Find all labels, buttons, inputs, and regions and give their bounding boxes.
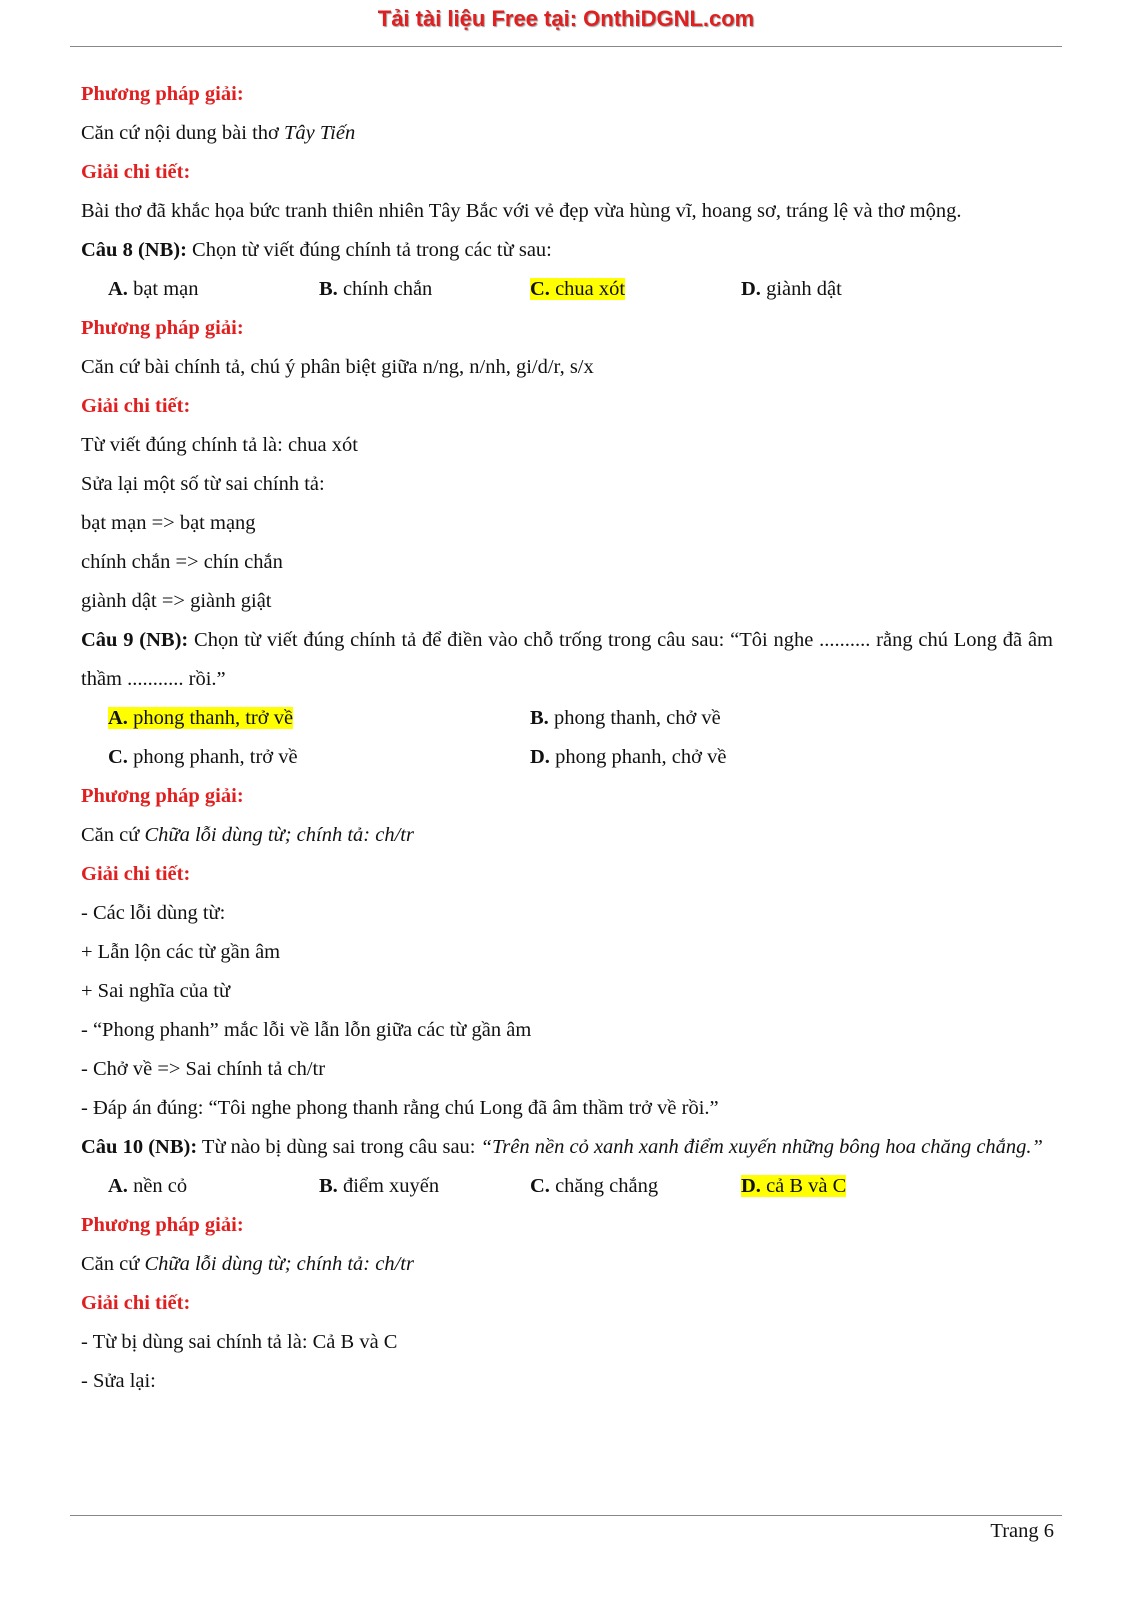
method-heading: Phương pháp giải: <box>81 785 244 807</box>
detail-heading: Giải chi tiết: <box>81 1292 191 1314</box>
detail-heading: Giải chi tiết: <box>81 863 191 885</box>
footer-divider <box>70 1515 1062 1516</box>
detail-line: - Từ bị dùng sai chính tả là: Cả B và C <box>81 1331 398 1353</box>
method-heading: Phương pháp giải: <box>81 317 244 339</box>
detail-line: + Lẫn lộn các từ gần âm <box>81 941 281 963</box>
option-a: A. nền cỏ <box>108 1175 188 1197</box>
detail-line: Từ viết đúng chính tả là: chua xót <box>81 434 358 456</box>
detail-line: chính chắn => chín chắn <box>81 551 283 573</box>
detail-paragraph: Bài thơ đã khắc họa bức tranh thiên nhiên Tây Bắc với vẻ đẹp vừa hùng vĩ, hoang sơ, tráng lệ và thơ mộng. <box>81 200 962 222</box>
option-d: D. giành dật <box>741 278 842 300</box>
detail-line: - Sửa lại: <box>81 1370 156 1392</box>
method-text: Căn cứ bài chính tả, chú ý phân biệt giữa n/ng, n/nh, gi/d/r, s/x <box>81 356 594 378</box>
method-heading: Phương pháp giải: <box>81 1214 244 1236</box>
question-8: Câu 8 (NB): Chọn từ viết đúng chính tả trong các từ sau: <box>81 239 552 261</box>
option-a-correct <box>108 699 530 738</box>
question-label: Câu 10 (NB): <box>81 1136 198 1158</box>
option-c: C. chăng chắng <box>530 1175 659 1197</box>
method-text: Căn cứ Chữa lỗi dùng từ; chính tả: ch/tr <box>81 824 414 846</box>
header-divider <box>70 46 1062 47</box>
question-quote: “Trên nền cỏ xanh xanh điểm xuyến những bông hoa chăng chắng.” <box>480 1136 1043 1158</box>
document-body <box>81 75 1053 1401</box>
question-8-options <box>81 270 1053 309</box>
page-number: Trang 6 <box>990 1520 1054 1542</box>
method-text: Căn cứ Chữa lỗi dùng từ; chính tả: ch/tr <box>81 1253 414 1275</box>
answer-highlight: A. phong thanh, trở về <box>108 707 294 729</box>
question-9-options-row2 <box>81 738 1053 777</box>
method-heading: Phương pháp giải: <box>81 83 244 105</box>
question-10-options <box>81 1167 1053 1206</box>
method-text: Căn cứ nội dung bài thơ Tây Tiến <box>81 122 356 144</box>
detail-line: - Chở về => Sai chính tả ch/tr <box>81 1058 326 1080</box>
site-banner: Tải tài liệu Free tại: OnthiDGNL.com <box>377 6 755 31</box>
detail-line: Sửa lại một số từ sai chính tả: <box>81 473 325 495</box>
answer-highlight: D. cả B và C <box>741 1175 847 1197</box>
option-b: B. chính chắn <box>319 278 433 300</box>
detail-line: - Đáp án đúng: “Tôi nghe phong thanh rằng chú Long đã âm thầm trở về rồi.” <box>81 1097 719 1119</box>
detail-line: - Các lỗi dùng từ: <box>81 902 226 924</box>
option-b: B. điểm xuyến <box>319 1175 440 1197</box>
detail-heading: Giải chi tiết: <box>81 161 191 183</box>
option-c: C. phong phanh, trở về <box>108 746 298 768</box>
detail-heading: Giải chi tiết: <box>81 395 191 417</box>
detail-line: - “Phong phanh” mắc lỗi về lẫn lỗn giữa các từ gần âm <box>81 1019 532 1041</box>
poem-title: Tây Tiến <box>284 122 356 144</box>
question-label: Câu 8 (NB): <box>81 239 187 261</box>
question-label: Câu 9 (NB): <box>81 629 189 651</box>
detail-line: giành dật => giành giật <box>81 590 272 612</box>
question-9-options-row1 <box>81 699 1053 738</box>
option-b: B. phong thanh, chở về <box>530 707 721 729</box>
detail-line: + Sai nghĩa của từ <box>81 980 231 1002</box>
question-10: Câu 10 (NB): Từ nào bị dùng sai trong câu sau: “Trên nền cỏ xanh xanh điểm xuyến những bông hoa chăng chắng.” <box>81 1136 1043 1158</box>
detail-line: bạt mạn => bạt mạng <box>81 512 256 534</box>
option-c-correct <box>530 270 741 309</box>
question-9: Câu 9 (NB): Chọn từ viết đúng chính tả để điền vào chỗ trống trong câu sau: “Tôi nghe .......... rằng chú Long đã âm thầm ........... rồi.” <box>81 629 1053 690</box>
option-d-correct <box>741 1167 952 1206</box>
answer-highlight: C. chua xót <box>530 278 626 300</box>
option-d: D. phong phanh, chở về <box>530 746 727 768</box>
option-a: A. bạt mạn <box>108 278 199 300</box>
